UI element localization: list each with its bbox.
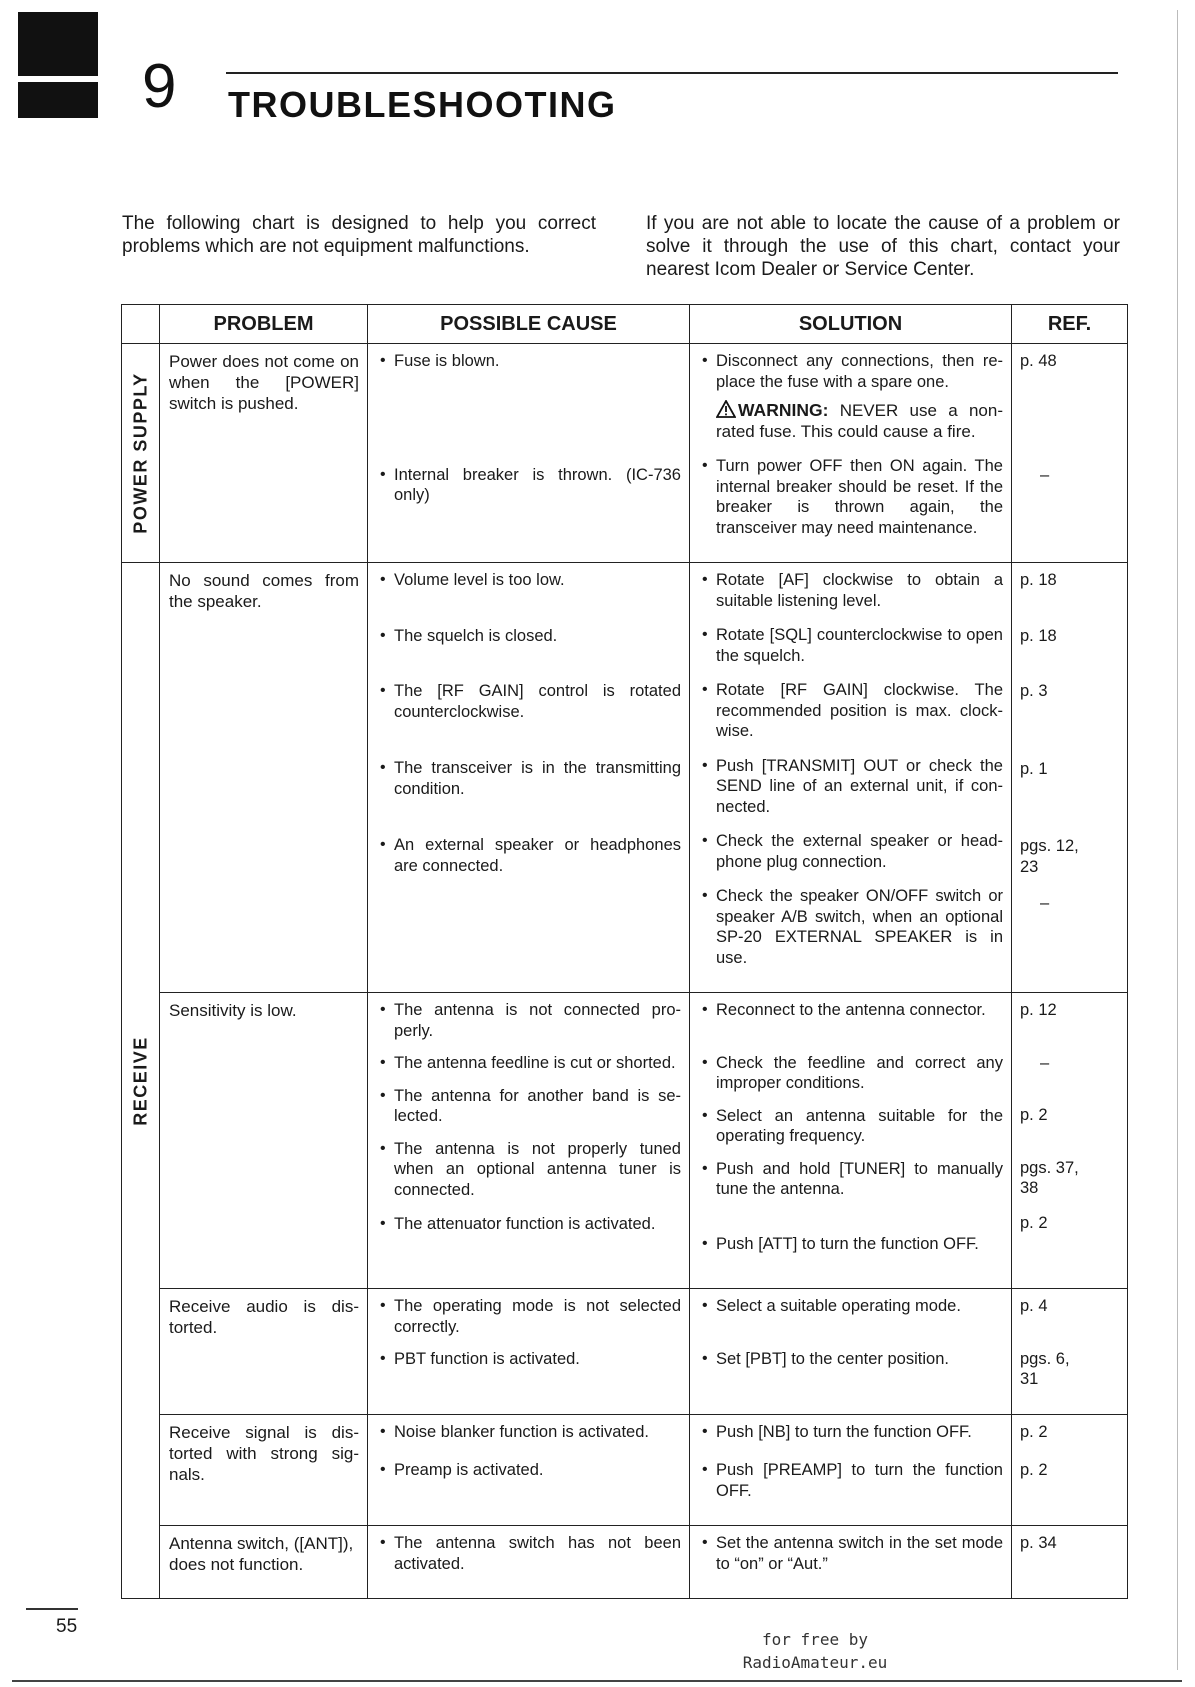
solution-item: • Push [ATT] to turn the function OFF. (690, 1234, 1011, 1255)
problem-cell: Receive audio is dis-torted. (160, 1289, 368, 1415)
ref-cell (1012, 993, 1128, 1289)
ref-item: p. 1 (1020, 759, 1048, 778)
solution-item: • Set the antenna switch in the set mode to “on” or “Aut.” (690, 1533, 1011, 1574)
chapter-tab-marker (18, 12, 98, 76)
solution-cell (690, 344, 1012, 563)
troubleshooting-chart (121, 304, 1127, 1599)
section-label: RECEIVE (130, 1035, 150, 1126)
column-header-problem: PROBLEM (160, 305, 368, 344)
cause-item: • Internal breaker is thrown. (IC-736 only) (368, 465, 689, 506)
solution-item: • Check the external speaker or head-phone plug connection. (690, 831, 1011, 872)
column-header-ref: REF. (1012, 305, 1128, 344)
ref-item: p. 2 (1020, 1106, 1048, 1124)
ref-cell (1012, 563, 1128, 993)
cause-item: • The attenuator function is activated. (368, 1214, 689, 1235)
ref-cell (1012, 1414, 1128, 1526)
solution-item: • Check the feedline and correct any improper conditions. (690, 1053, 1011, 1094)
solution-item: • Disconnect any connections, then re-place the fuse with a spare one. (690, 351, 1011, 392)
ref-item: p. 4 (1020, 1297, 1048, 1315)
cause-item: • The operating mode is not selected correctly. (368, 1296, 689, 1337)
table-row (122, 1414, 1128, 1526)
cause-cell (368, 993, 690, 1289)
header-corner (122, 305, 160, 344)
solution-item: • Push [TRANSMIT] OUT or check the SEND line of an external unit, if con-nected. (690, 756, 1011, 818)
cause-cell (368, 1526, 690, 1599)
solution-cell (690, 1289, 1012, 1415)
intro-left: The following chart is designed to help you correct problems which are not equipment malfunctions. (122, 213, 596, 257)
cause-item: • Preamp is activated. (368, 1460, 689, 1481)
chapter-number: 9 (142, 52, 177, 121)
section-label: POWER SUPPLY (130, 372, 150, 534)
page-edge (1177, 10, 1178, 1670)
table-row (122, 1289, 1128, 1415)
ref-item: p. 34 (1020, 1534, 1057, 1552)
problem-cell: Antenna switch, ([ANT]), does not function. (160, 1526, 368, 1599)
ref-item: p. 2 (1020, 1213, 1048, 1232)
ref-item: p. 2 (1020, 1461, 1048, 1479)
solution-item: • Reconnect to the antenna connector. (690, 1000, 1011, 1021)
watermark-line: RadioAmateur.eu (742, 1653, 888, 1672)
cause-item: • Fuse is blown. (368, 351, 689, 372)
ref-cell (1012, 344, 1128, 563)
ref-item: p. 18 (1020, 571, 1057, 589)
cause-item: • The antenna switch has not been activated. (368, 1533, 689, 1574)
solution-item: • Push [PREAMP] to turn the function OFF. (690, 1460, 1011, 1501)
warning-note (690, 400, 1011, 442)
cause-item: • The antenna for another band is se-lected. (368, 1086, 689, 1127)
column-header-solution: SOLUTION (690, 305, 1012, 344)
solution-item: • Push and hold [TUNER] to manually tune the antenna. (690, 1159, 1011, 1200)
page-number-rule (26, 1608, 78, 1610)
watermark (740, 1628, 890, 1674)
ref-cell (1012, 1289, 1128, 1415)
cause-item: • The antenna is not connected pro-perly. (368, 1000, 689, 1041)
solution-item: • Select an antenna suitable for the operating frequency. (690, 1106, 1011, 1147)
solution-item: • Push [NB] to turn the function OFF. (690, 1422, 1011, 1443)
solution-item: • Rotate [SQL] counterclockwise to open the squelch. (690, 625, 1011, 666)
intro-right: If you are not able to locate the cause of a problem or solve it through the use of this chart, contact your nearest Icom Dealer or Service Center. (646, 213, 1120, 280)
ref-item: – (1040, 894, 1050, 912)
warning-text: NEVER use a non-rated fuse. This could cause a fire. (716, 401, 1003, 441)
ref-item: p. 18 (1020, 626, 1057, 645)
section-receive (122, 563, 160, 1599)
title-rule (226, 72, 1118, 74)
problem-cell: Receive signal is dis-torted with strong sig-nals. (160, 1414, 368, 1526)
cause-cell (368, 344, 690, 563)
cause-item: • PBT function is activated. (368, 1349, 689, 1370)
cause-item: • The [RF GAIN] control is rotated counterclockwise. (368, 681, 689, 722)
problem-cell: No sound comes from the speaker. (160, 563, 368, 993)
table-row (122, 993, 1128, 1289)
cause-item: • The antenna feedline is cut or shorted. (368, 1053, 689, 1074)
warning-icon (716, 400, 736, 418)
solution-item: • Set [PBT] to the center position. (690, 1349, 1011, 1370)
ref-item: p. 3 (1020, 682, 1048, 700)
cause-cell (368, 1289, 690, 1415)
cause-cell (368, 563, 690, 993)
table-row (122, 563, 1128, 993)
solution-item: • Select a suitable operating mode. (690, 1296, 1011, 1317)
ref-cell (1012, 1526, 1128, 1599)
bottom-rule (12, 1680, 1182, 1682)
solution-item: • Check the speaker ON/OFF switch or speaker A/B switch, when an optional SP-20 EXTERNAL SPEAKER is in use. (690, 886, 1011, 968)
solution-cell (690, 1526, 1012, 1599)
problem-cell: Sensitivity is low. (160, 993, 368, 1289)
solution-item: • Rotate [AF] clockwise to obtain a suitable listening level. (690, 570, 1011, 611)
solution-cell (690, 563, 1012, 993)
watermark-line: for free by (762, 1630, 868, 1649)
ref-item: – (1040, 1053, 1050, 1072)
column-header-cause: POSSIBLE CAUSE (368, 305, 690, 344)
page-number: 55 (56, 1616, 78, 1637)
ref-item: – (1040, 465, 1050, 484)
solution-cell (690, 1414, 1012, 1526)
cause-item: • An external speaker or headphones are connected. (368, 835, 689, 876)
problem-cell: Power does not come on when the [POWER] switch is pushed. (160, 344, 368, 563)
ref-item: pgs. 6, 31 (1020, 1349, 1070, 1388)
section-power-supply (122, 344, 160, 563)
solution-item: • Turn power OFF then ON again. The internal breaker should be reset. If the breaker is thrown again, the transceiver may need maintenance. (690, 456, 1011, 538)
cause-item: • Volume level is too low. (368, 570, 689, 591)
solution-item: • Rotate [RF GAIN] clockwise. The recommended position is max. clock-wise. (690, 680, 1011, 742)
chapter-tab-marker (18, 82, 98, 118)
ref-item: p. 2 (1020, 1422, 1048, 1441)
ref-item: pgs. 37, 38 (1020, 1158, 1079, 1197)
cause-item: • Noise blanker function is activated. (368, 1422, 689, 1443)
cause-item: • The antenna is not properly tuned when an optional antenna tuner is connected. (368, 1139, 689, 1201)
warning-label: WARNING: (738, 400, 829, 420)
chapter-title: TROUBLESHOOTING (228, 84, 617, 125)
table-row (122, 344, 1128, 563)
table-row (122, 1526, 1128, 1599)
cause-cell (368, 1414, 690, 1526)
ref-item: pgs. 12, 23 (1020, 837, 1079, 876)
ref-item: p. 48 (1020, 352, 1057, 370)
cause-item: • The transceiver is in the transmitting condition. (368, 758, 689, 799)
ref-item: p. 12 (1020, 1001, 1057, 1019)
solution-cell (690, 993, 1012, 1289)
cause-item: • The squelch is closed. (368, 626, 689, 647)
